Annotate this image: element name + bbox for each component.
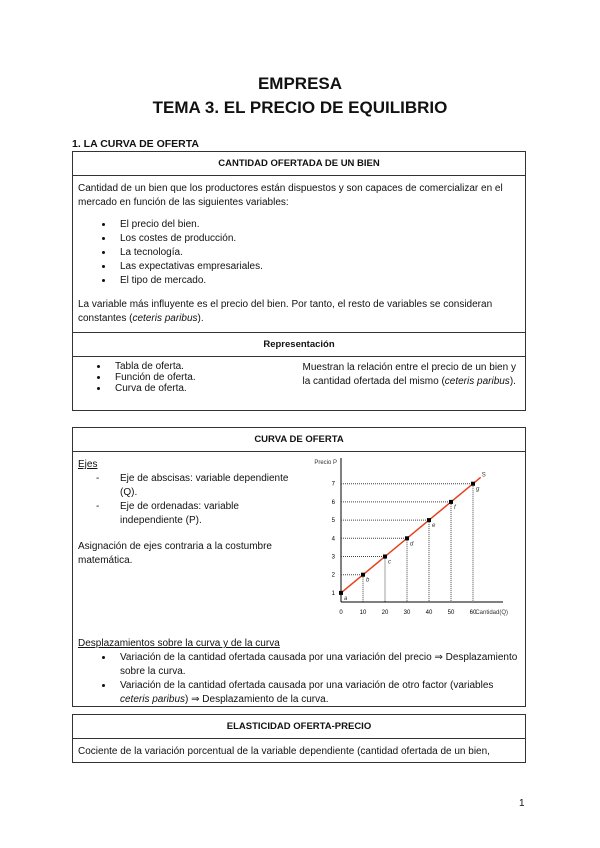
point-label: f — [454, 504, 456, 511]
text: Muestran la relación entre el precio de un bien y la cantidad ofertada del mismo ( — [302, 362, 516, 387]
desplazamientos-label: Desplazamientos sobre la curva y de la curva — [78, 638, 280, 649]
list-item: • Función de oferta. — [109, 372, 302, 383]
x-tick-label: 30 — [403, 610, 411, 616]
point-label: c — [388, 559, 391, 566]
box-cantidad-ofertada — [72, 151, 526, 411]
data-point — [471, 482, 475, 486]
ejes-label: Ejes — [78, 459, 98, 470]
y-tick-label: 3 — [331, 554, 335, 561]
section-heading: 1. LA CURVA DE OFERTA — [72, 138, 199, 150]
point-label: a — [344, 595, 348, 602]
y-tick-label: 2 — [331, 572, 335, 579]
point-label: e — [432, 523, 436, 530]
data-point — [427, 518, 431, 522]
list-item: • Las expectativas empresariales. — [114, 260, 520, 274]
italic-text: ceteris paribus — [444, 376, 510, 387]
list-item — [114, 679, 520, 707]
point-label: d — [410, 541, 414, 548]
asignacion-text: Asignación de ejes contraria a la costumbre matemática. — [78, 541, 272, 566]
intro-text: Cantidad de un bien que los productores están dispuestos y son capaces de comercializar en el mercado en función de las siguientes variables: — [78, 183, 503, 208]
representacion-list — [73, 361, 302, 394]
point-label: b — [366, 577, 370, 584]
x-tick-label: 0 — [339, 610, 343, 616]
x-tick-label: 40 — [425, 610, 433, 616]
x-tick-label: 20 — [381, 610, 389, 616]
list-item: • El tipo de mercado. — [114, 274, 520, 288]
text: ). — [509, 376, 516, 387]
y-tick-label: 1 — [331, 590, 335, 597]
page-number: 1 — [519, 798, 525, 809]
x-axis-label: Cantidad(Q) — [475, 610, 508, 616]
list-item: • Variación de la cantidad ofertada causada por una variación del precio ⇒ Desplazamiento sobre la curva. — [114, 651, 520, 679]
elasticidad-text: Cociente de la variación porcentual de la variable dependiente (cantidad ofertada de un bien, — [78, 746, 490, 757]
supply-curve-chart — [303, 454, 513, 624]
data-point — [383, 555, 387, 559]
data-point — [339, 591, 343, 595]
x-tick-label: 10 — [359, 610, 367, 616]
list-item: - Eje de ordenadas: variable independiente (P). — [114, 500, 293, 528]
data-point — [449, 500, 453, 504]
conclusion-text — [78, 298, 520, 326]
point-label: g — [476, 486, 480, 493]
variables-list — [78, 218, 520, 288]
list-item: • Curva de oferta. — [109, 383, 302, 394]
doc-subtitle: TEMA 3. EL PRECIO DE EQUILIBRIO — [152, 98, 448, 117]
y-tick-label: 6 — [331, 499, 335, 506]
text: ). — [197, 313, 204, 324]
representacion-text — [302, 357, 525, 398]
box-header: CANTIDAD OFERTADA DE UN BIEN — [73, 152, 525, 176]
x-tick-label: 60 — [469, 610, 477, 616]
data-point — [361, 573, 365, 577]
y-axis-label: Precio P — [314, 460, 337, 466]
series-label: S — [481, 472, 486, 479]
ejes-list — [78, 472, 293, 528]
italic-text: ceteris paribus — [120, 694, 186, 705]
representacion-header: Representación — [73, 332, 525, 357]
list-item: • El precio del bien. — [114, 218, 520, 232]
box-curva-oferta — [72, 427, 526, 707]
list-item: - Eje de abscisas: variable dependiente (Q). — [114, 472, 293, 500]
y-tick-label: 4 — [331, 536, 335, 543]
box-elasticidad — [72, 714, 526, 763]
desplazamientos-list — [78, 651, 520, 707]
y-tick-label: 7 — [331, 481, 335, 488]
y-tick-label: 5 — [331, 518, 335, 525]
italic-text: ceteris paribus — [132, 313, 198, 324]
text: ) ⇒ Desplazamiento de la curva. — [185, 694, 329, 705]
list-item: • Tabla de oferta. — [109, 361, 302, 372]
x-tick-label: 50 — [447, 610, 455, 616]
list-item: • Los costes de producción. — [114, 232, 520, 246]
box-header: ELASTICIDAD OFERTA-PRECIO — [73, 715, 525, 739]
data-point — [405, 536, 409, 540]
text: Variación de la cantidad ofertada causada por una variación de otro factor (variables — [120, 680, 494, 691]
list-item: • La tecnología. — [114, 246, 520, 260]
text: La variable más influyente es el precio del bien. Por tanto, el resto de variables se consideran constantes ( — [78, 299, 493, 324]
doc-title: EMPRESA — [257, 74, 343, 93]
box-header: CURVA DE OFERTA — [73, 428, 525, 452]
